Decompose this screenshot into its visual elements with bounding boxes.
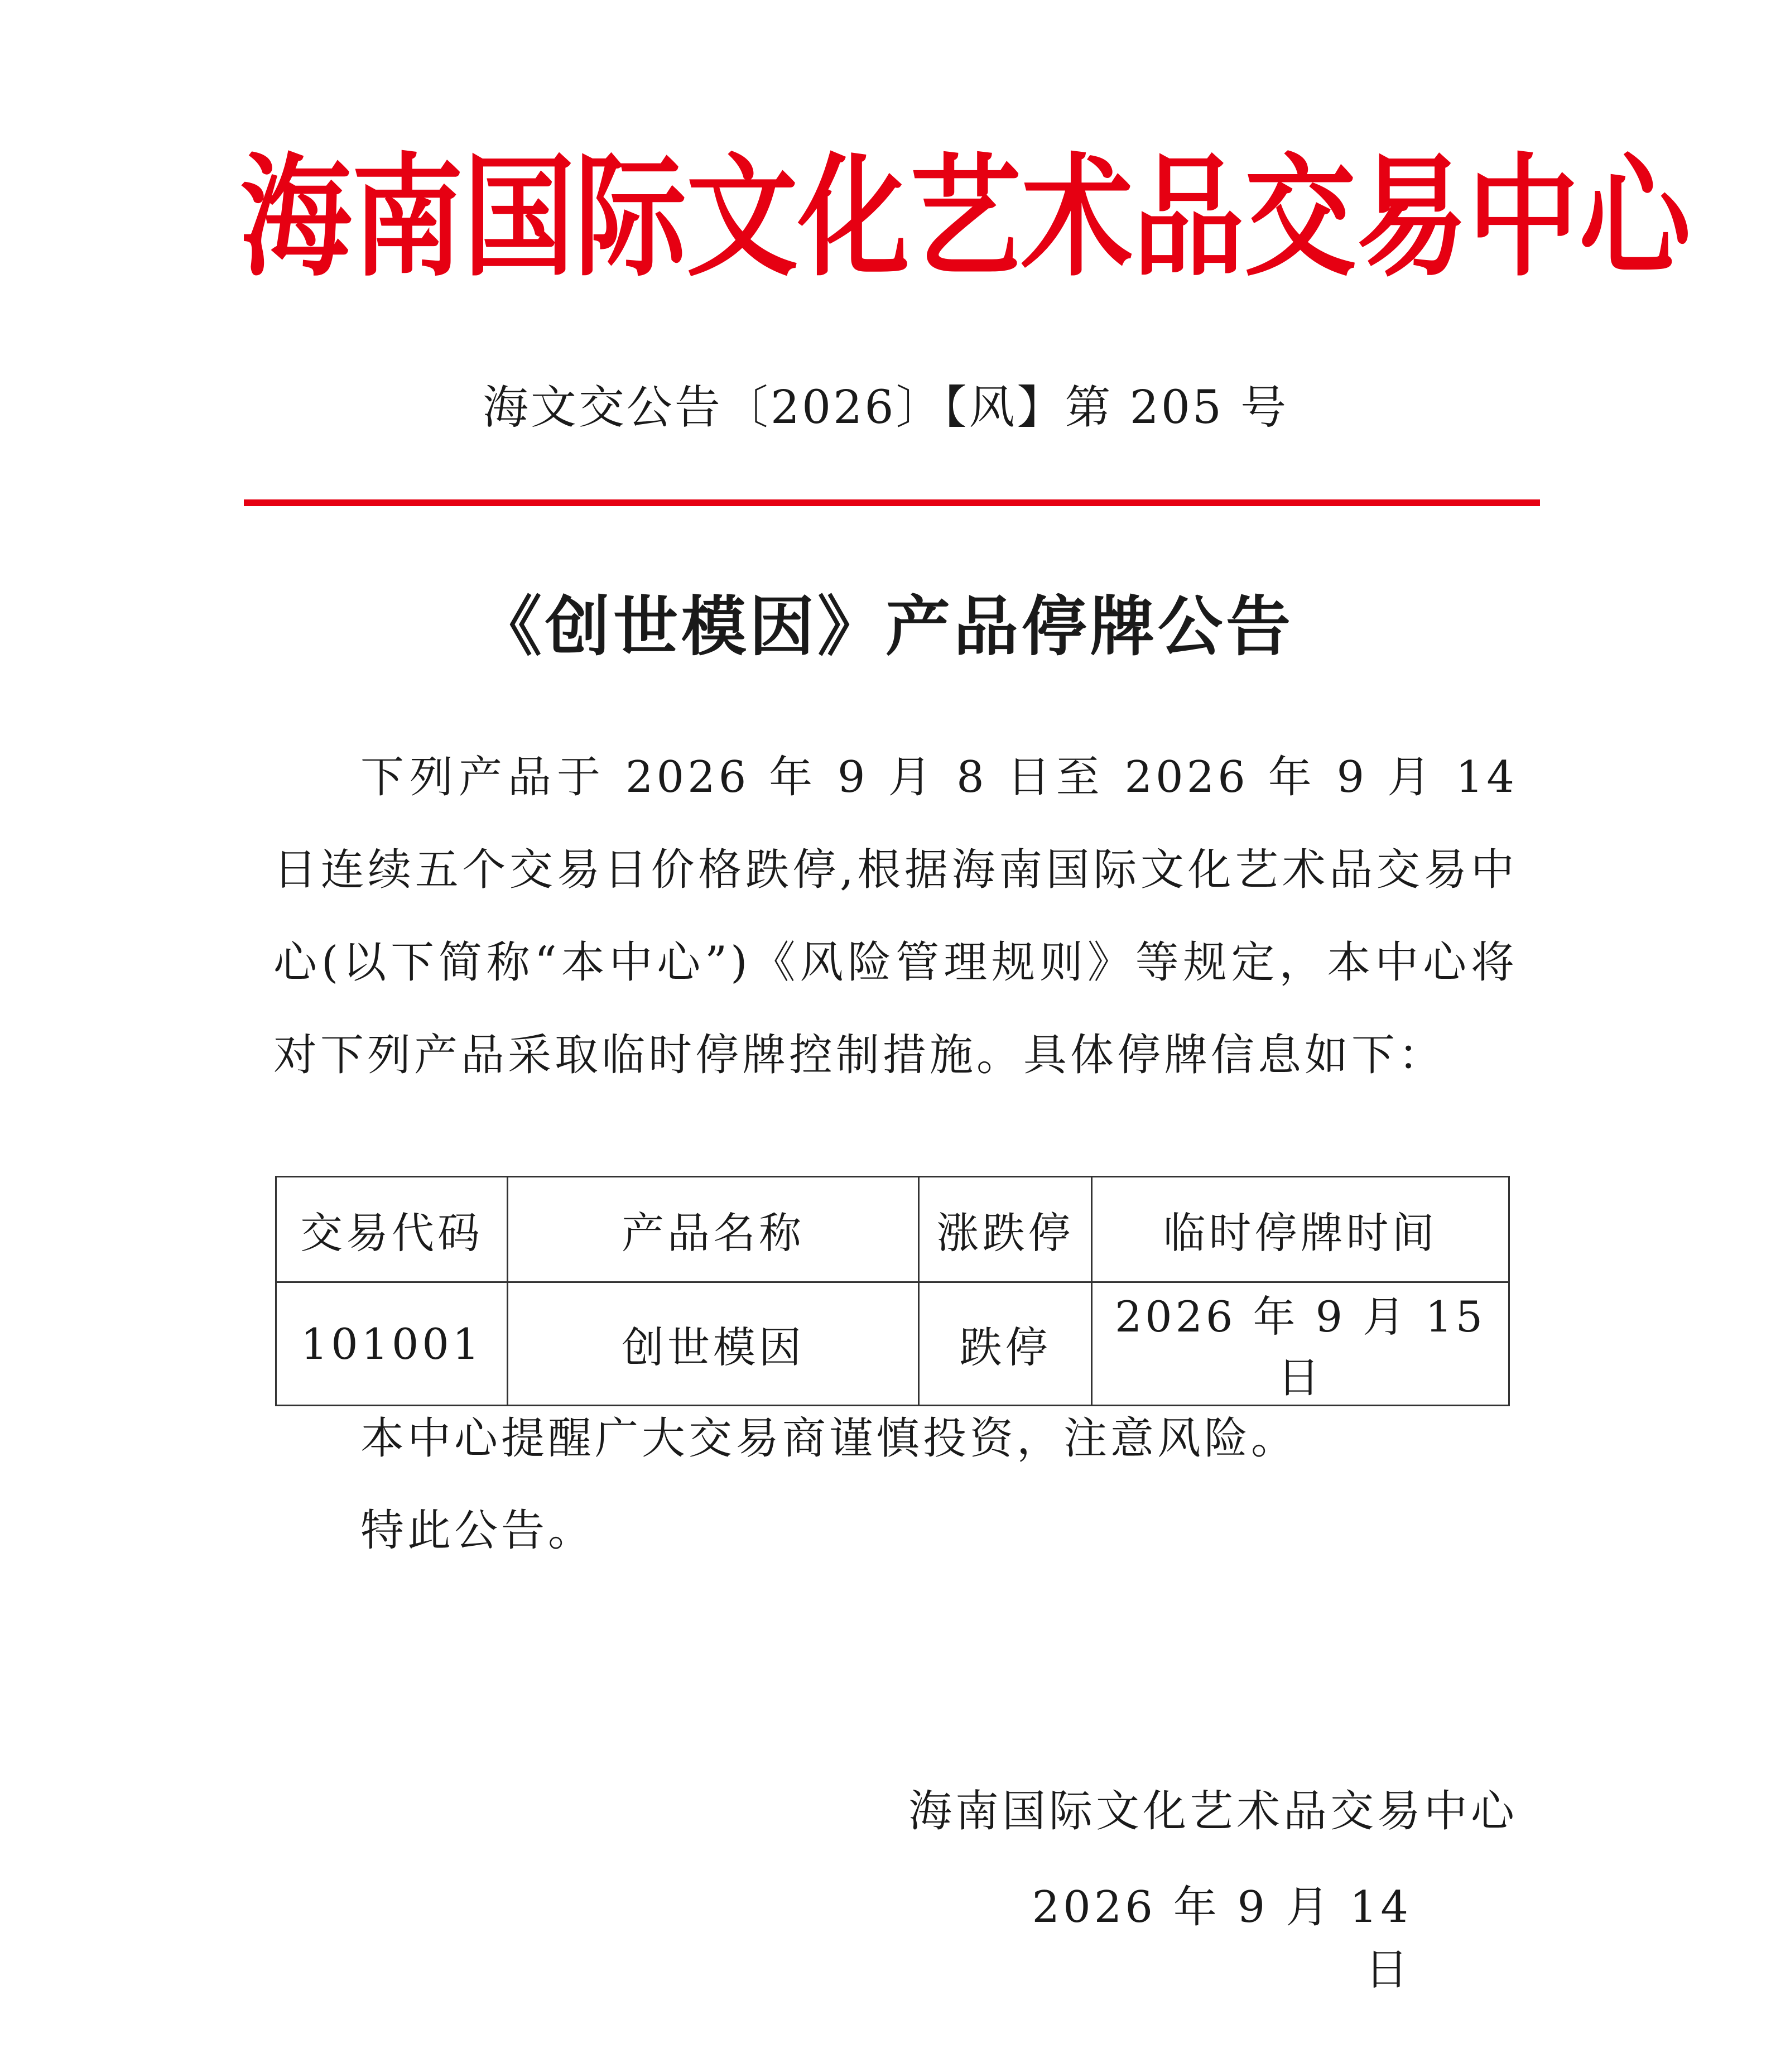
letterhead-char: 术 — [1021, 140, 1133, 295]
cell-trade-code: 101001 — [276, 1282, 508, 1406]
letterhead-char: 心 — [1579, 140, 1691, 295]
announcement-title: 《创世模因》产品停牌公告 — [477, 589, 1294, 665]
letterhead-char: 海 — [240, 140, 352, 295]
document-number: 海文交公告〔2026〕【风】第 205 号 — [482, 381, 1289, 434]
body-paragraph-closing: 特此公告。 — [360, 1506, 595, 1556]
table-header-row — [276, 1177, 1509, 1282]
letterhead-char: 文 — [686, 140, 798, 295]
letterhead-char: 品 — [1133, 140, 1245, 295]
signature-date: 2026 年 9 月 14 日 — [1032, 1882, 1412, 1995]
letterhead-char: 南 — [352, 140, 464, 295]
letterhead-char: 交 — [1244, 140, 1356, 295]
signature-org: 海南国际文化艺术品交易中心 — [908, 1786, 1518, 1837]
letterhead-char: 化 — [798, 140, 910, 295]
letterhead-char: 中 — [1467, 140, 1580, 295]
red-divider — [244, 499, 1540, 506]
header-product-name: 产品名称 — [508, 1177, 919, 1282]
header-trade-code: 交易代码 — [276, 1177, 508, 1282]
header-limit-type: 涨跌停 — [919, 1177, 1092, 1282]
body-paragraph-intro: 下列产品于 2026 年 9 月 8 日至 2026 年 9 月 14 日连续五个交易日价格跌停,根据海南国际文化艺术品交易中心(以下简称“本中心”)《风险管理规则》等规定，本中心将对下列产品采取临时停牌控制措施。具体停牌信息如下： — [273, 752, 1518, 1080]
letterhead-char: 艺 — [909, 140, 1022, 295]
cell-suspension-time: 2026 年 9 月 15 日 — [1092, 1282, 1509, 1406]
cell-limit-type: 跌停 — [919, 1282, 1092, 1406]
org-letterhead — [240, 140, 1691, 295]
letterhead-char: 易 — [1356, 140, 1468, 295]
letterhead-char: 际 — [575, 140, 687, 295]
cell-product-name: 创世模因 — [508, 1282, 919, 1406]
header-suspension-time: 临时停牌时间 — [1092, 1177, 1509, 1282]
body-paragraph-risk: 本中心提醒广大交易商谨慎投资，注意风险。 — [360, 1414, 1298, 1464]
suspension-table — [275, 1176, 1510, 1406]
letterhead-char: 国 — [463, 140, 575, 295]
table-row — [276, 1282, 1509, 1406]
